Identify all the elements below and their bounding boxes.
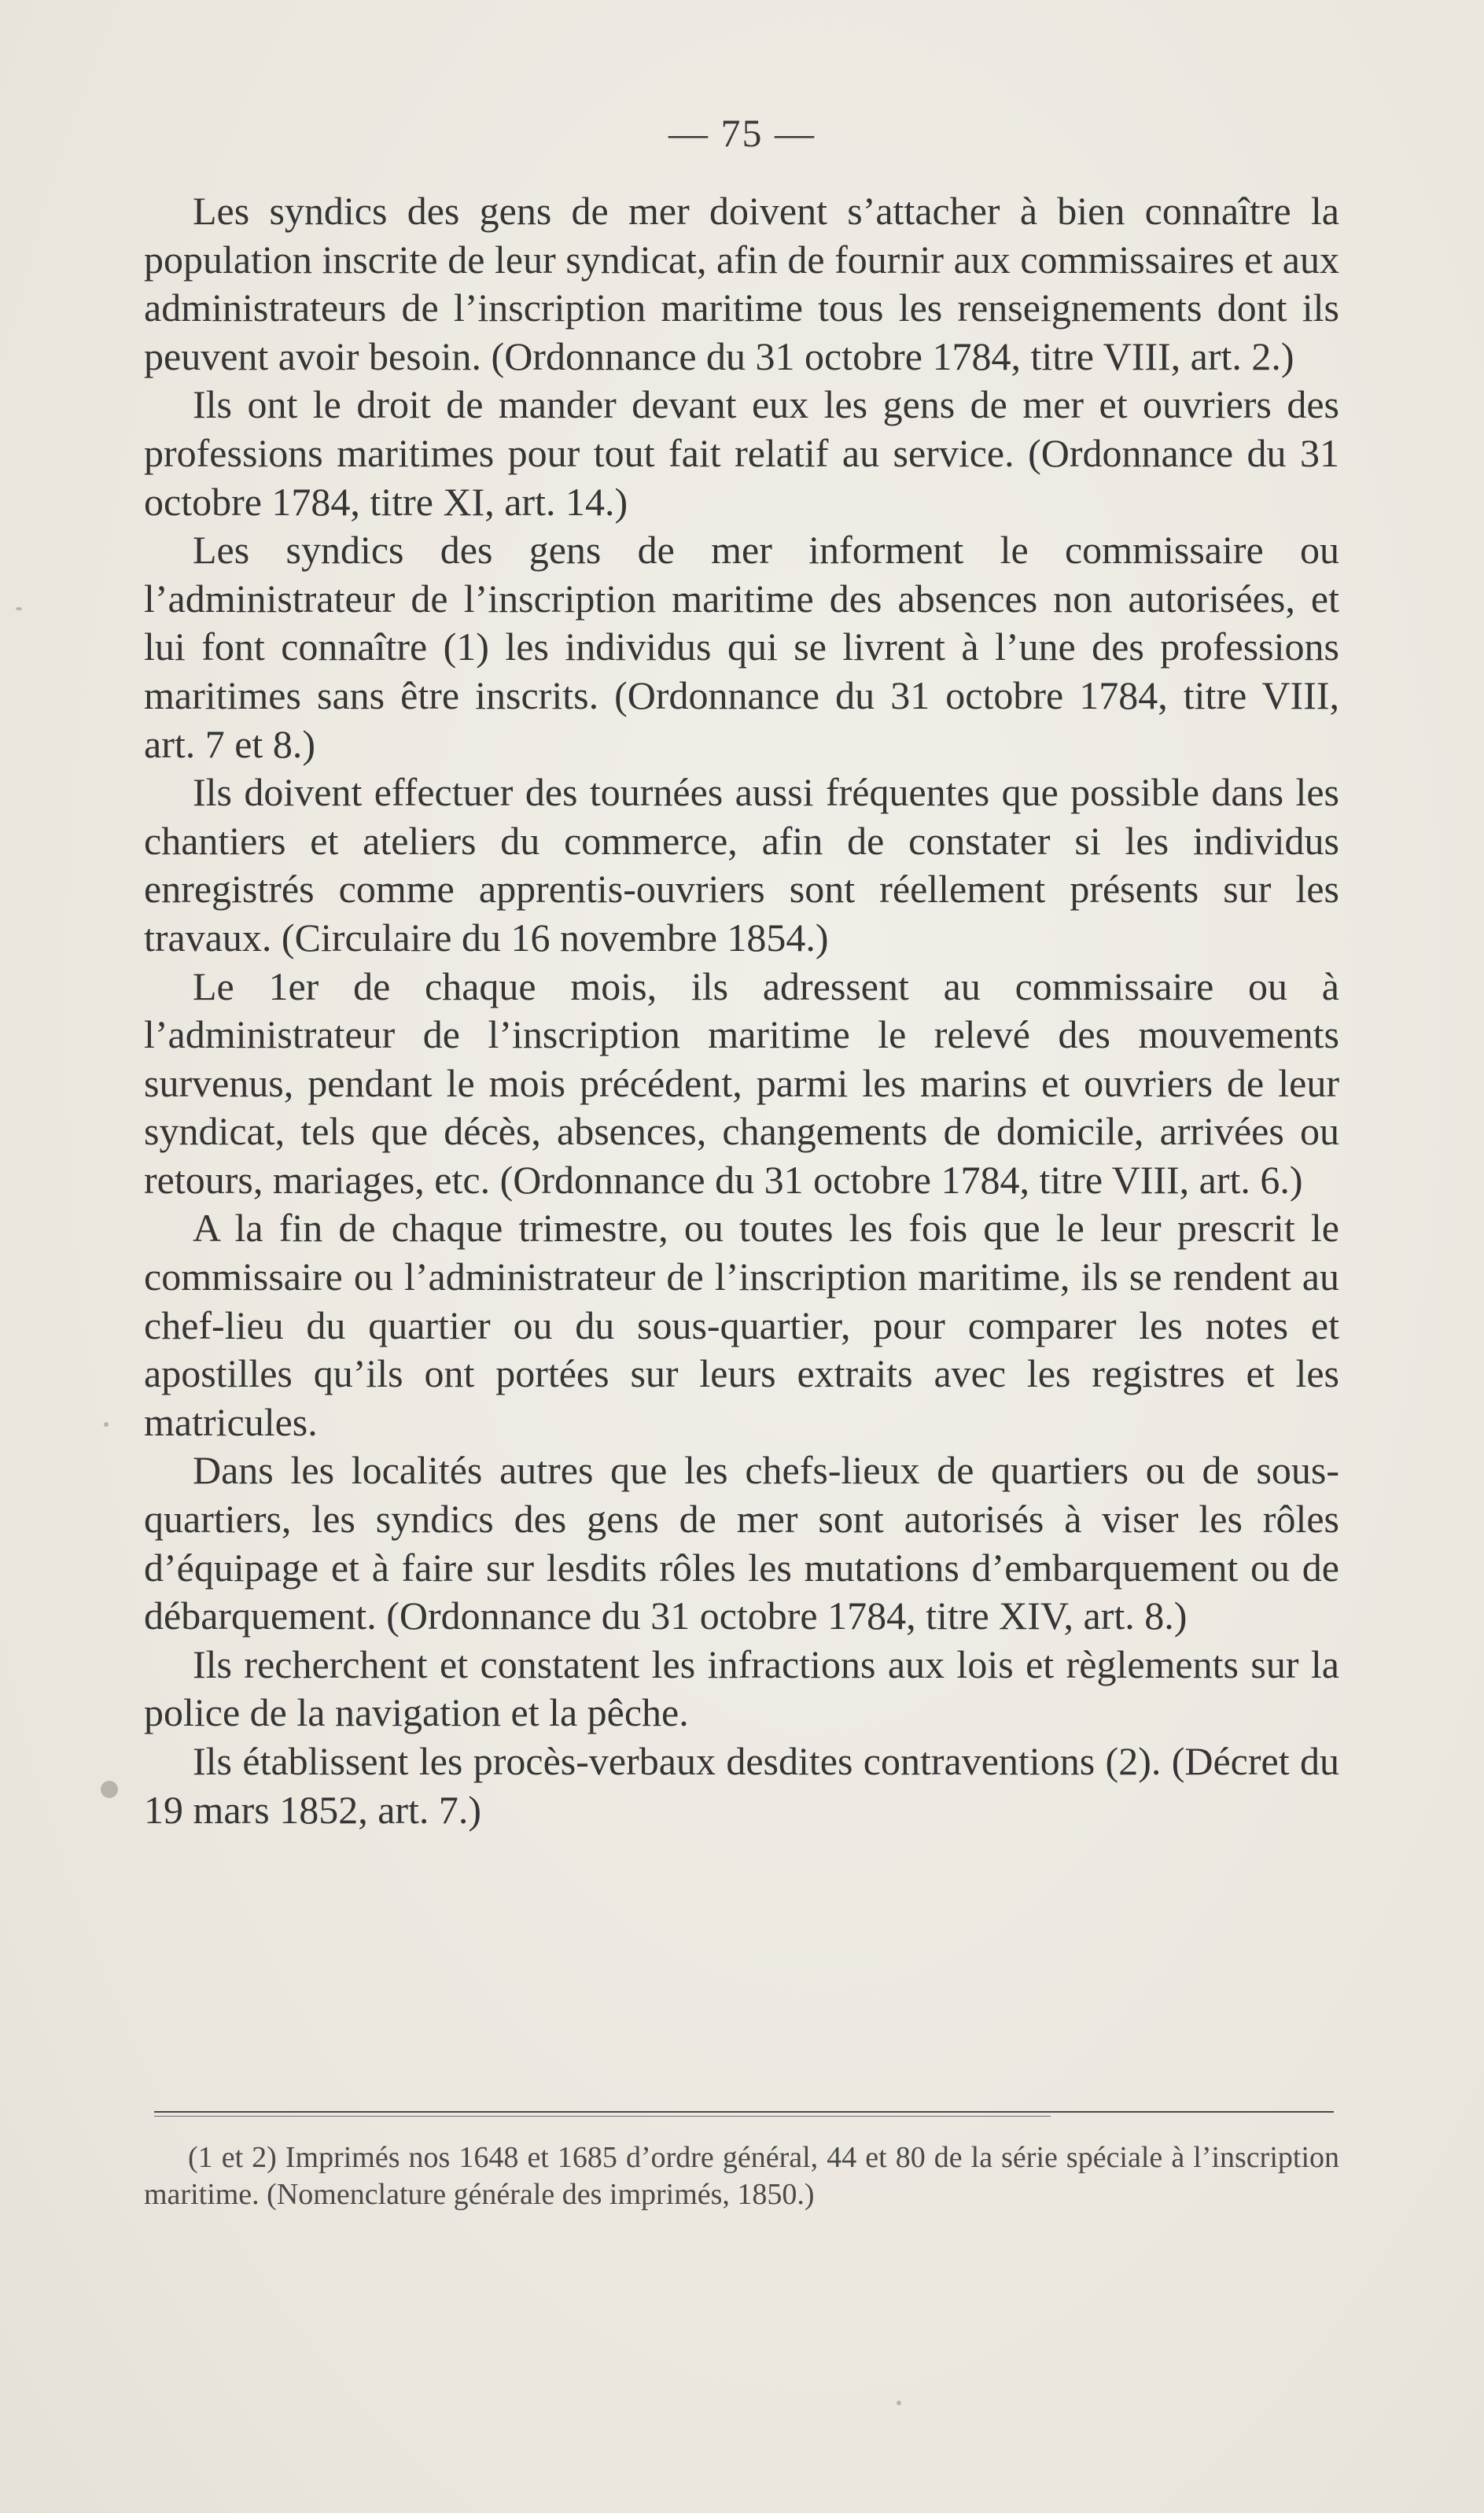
paragraph-8: Ils recherchent et constatent les infractions aux lois et règlements sur la police de la navigation et la pêche. [144,1642,1339,1735]
paragraph-3: Les syndics des gens de mer informent le commissaire ou l’administrateur de l’inscription maritime des absences non autorisées, et lui font connaître (1) les individus qui se livrent à l’une des professions maritimes sans être inscrits. (Ordonnance du 31 octobre 1784, titre VIII, art. 7 et 8.) [144,528,1339,766]
paragraph-2: Ils ont le droit de mander devant eux les gens de mer et ouvriers des professions maritimes pour tout fait relatif au service. (Ordonnance du 31 octobre 1784, titre XI, art. 14.) [144,382,1339,524]
paragraph-7: Dans les localités autres que les chefs-lieux de quartiers ou de sous-quartiers, les syndics des gens de mer sont autorisés à viser les rôles d’équipage et à faire sur lesdits rôles les mutations d’embarquement ou de débarquement. (Ordonnance du 31 octobre 1784, titre XIV, art. 8.) [144,1448,1339,1638]
page-number: — 75 — [668,111,816,155]
paper-speck [897,2401,901,2405]
paper-speck [101,1781,118,1798]
paragraph-6: A la fin de chaque trimestre, ou toutes les fois que le leur prescrit le commissaire ou l’administrateur de l’inscription maritime, ils se rendent au chef-lieu du quartier ou du sous-quartier, pour comparer les notes et apostilles qu’ils ont portées sur leurs extraits avec les registres et les matricules. [144,1206,1339,1444]
paper-speck [16,607,22,610]
paragraph-9: Ils établissent les procès-verbaux desdites contraventions (2). (Décret du 19 mars 1852, art. 7.) [144,1739,1339,1832]
footnote-separator-thin [154,2116,1051,2117]
footnote [144,2139,1339,2213]
paper-speck [104,1422,109,1427]
footnote-separator [154,2111,1334,2113]
body-text [144,187,1339,1834]
paragraph-5: Le 1er de chaque mois, ils adressent au commissaire ou à l’administrateur de l’inscription maritime le relevé des mouvements survenus, pendant le mois précédent, parmi les marins et ouvriers de leur syndicat, tels que décès, absences, changements de domicile, arrivées ou retours, mariages, etc. (Ordonnance du 31 octobre 1784, titre VIII, art. 6.) [144,964,1339,1202]
paragraph-4: Ils doivent effectuer des tournées aussi fréquentes que possible dans les chantiers et ateliers du commerce, afin de constater si les individus enregistrés comme apprentis-ouvriers sont réellement présents sur les travaux. (Circulaire du 16 novembre 1854.) [144,770,1339,960]
paragraph-1: Les syndics des gens de mer doivent s’attacher à bien connaître la population inscrite de leur syndicat, afin de fournir aux commissaires et aux administrateurs de l’inscription maritime tous les renseignements dont ils peuvent avoir besoin. (Ordonnance du 31 octobre 1784, titre VIII, art. 2.) [144,189,1339,378]
footnote-text: (1 et 2) Imprimés nos 1648 et 1685 d’ordre général, 44 et 80 de la série spéciale à l’inscription maritime. (Nomenclature générale des imprimés, 1850.) [144,2141,1339,2211]
